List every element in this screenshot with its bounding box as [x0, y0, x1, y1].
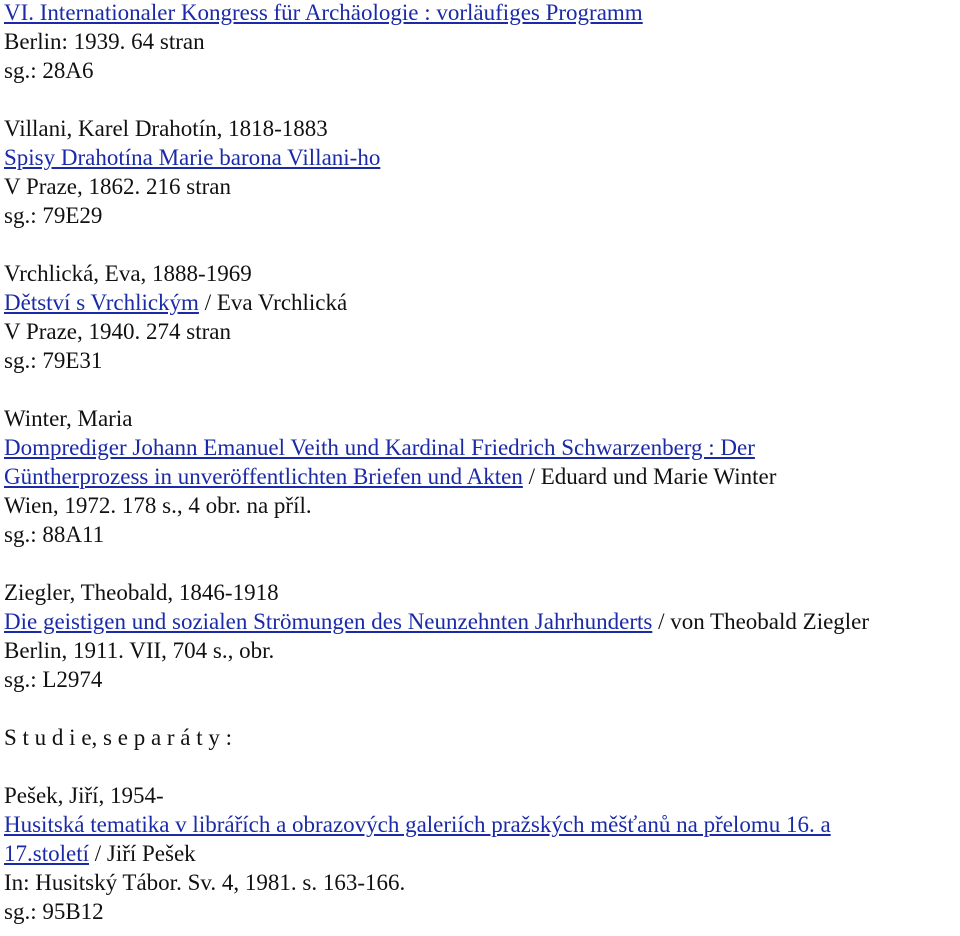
entry-separator: [4, 551, 960, 580]
section-heading-text: S t u d i e, s e p a r á t y :: [4, 725, 233, 750]
entry-separator: [4, 87, 960, 116]
entry-imprint: Wien, 1972. 178 s., 4 obr. na příl.: [4, 493, 312, 518]
entry-title-link[interactable]: VI. Internationaler Kongress für Archäologie : vorläufiges Programm: [4, 0, 643, 25]
entry-imprint: V Praze, 1862. 216 stran: [4, 174, 231, 199]
entry-separator: [4, 377, 960, 406]
entry-title-link[interactable]: Dětství s Vrchlickým: [4, 290, 199, 315]
entry-author: Winter, Maria: [4, 406, 133, 431]
entry-author: Ziegler, Theobald, 1846-1918: [4, 580, 279, 605]
entry-title-line: [4, 812, 960, 841]
entry-shelfmark: sg.: L2974: [4, 667, 103, 692]
entry-author: Villani, Karel Drahotín, 1818-1883: [4, 116, 328, 141]
entry-title-link[interactable]: Die geistigen und sozialen Strömungen des Neunzehnten Jahrhunderts: [4, 609, 653, 634]
entry-responsibility: / Eduard und Marie Winter: [522, 464, 777, 489]
entry-title-line: [4, 145, 960, 174]
entry-separator: [4, 754, 960, 783]
entry-imprint: Berlin: 1939. 64 stran: [4, 29, 205, 54]
entry-shelfmark: sg.: 28A6: [4, 58, 94, 83]
entry-title-link[interactable]: Domprediger Johann Emanuel Veith und Kardinal Friedrich Schwarzenberg : Der: [4, 435, 755, 460]
entry-shelfmark: sg.: 88A11: [4, 522, 105, 547]
entry-title-line: [4, 435, 960, 464]
section-heading: [4, 725, 960, 754]
entry-source: In: Husitský Tábor. Sv. 4, 1981. s. 163-166.: [4, 870, 406, 895]
catalog-page: [4, 0, 960, 928]
entry-shelfmark: sg.: 79E31: [4, 348, 103, 373]
entry-title-line: [4, 0, 960, 29]
entry-author: Vrchlická, Eva, 1888-1969: [4, 261, 252, 286]
entry-responsibility: / Eva Vrchlická: [198, 290, 348, 315]
entry-title-link[interactable]: Spisy Drahotína Marie barona Villani-ho: [4, 145, 381, 170]
entry-responsibility: / Jiří Pešek: [88, 841, 196, 866]
entry-responsibility: / von Theobald Ziegler: [652, 609, 870, 634]
entry-author: Pešek, Jiří, 1954-: [4, 783, 164, 808]
entry-title-line: [4, 841, 960, 870]
entry-separator: [4, 696, 960, 725]
entry-imprint: V Praze, 1940. 274 stran: [4, 319, 231, 344]
entry-title-line: [4, 290, 960, 319]
entry-shelfmark: sg.: 79E29: [4, 203, 103, 228]
entry-title-line: [4, 464, 960, 493]
entry-title-link[interactable]: Güntherprozess in unveröffentlichten Briefen und Akten: [4, 464, 523, 489]
entry-title-link[interactable]: 17.století: [4, 841, 89, 866]
entry-title-line: [4, 609, 960, 638]
entry-imprint: Berlin, 1911. VII, 704 s., obr.: [4, 638, 275, 663]
entry-shelfmark: sg.: 95B12: [4, 899, 104, 924]
entry-title-link[interactable]: Husitská tematika v librářích a obrazových galeriích pražských měšťanů na přelomu 16. a: [4, 812, 831, 837]
entry-separator: [4, 232, 960, 261]
